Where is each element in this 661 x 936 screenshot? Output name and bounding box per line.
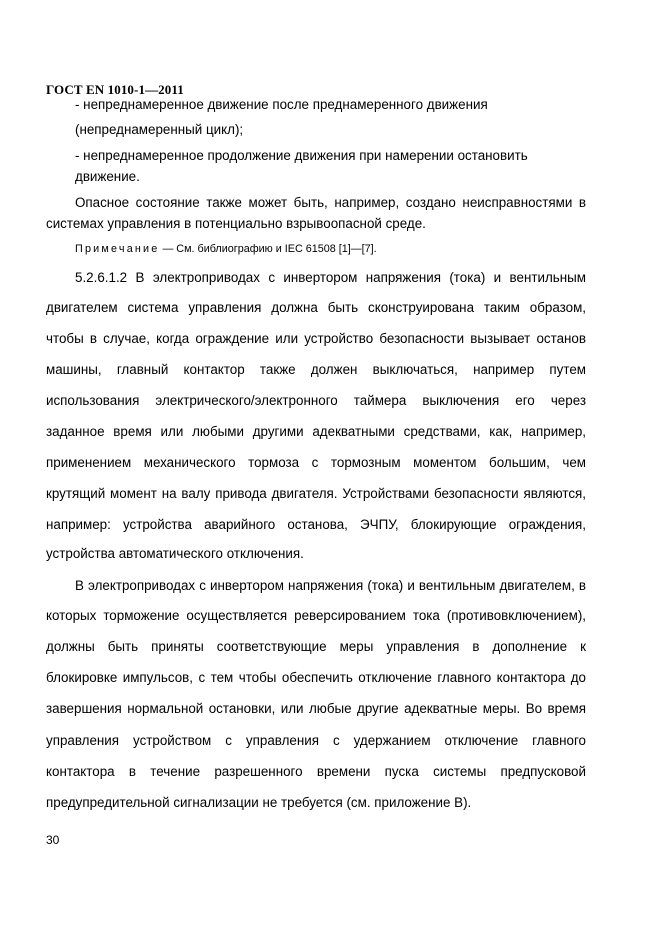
list-item: - непреднамеренное продолжение движения при намерении остановить [75, 148, 528, 163]
paragraph-line: должны быть приняты соответствующие меры управления в дополнение к [46, 639, 586, 654]
paragraph-line: крутящий момент на валу привода двигателя. Устройствами безопасности являются, [46, 486, 586, 501]
list-item: - непреднамеренное движение после преднамеренного движения [75, 97, 488, 112]
paragraph-line: контактора в течение разрешенного времени пуска системы предпусковой [46, 764, 586, 779]
document-header: ГОСТ EN 1010-1—2011 [46, 82, 184, 97]
note-text: — См. библиографию и IEC 61508 [1]—[7]. [159, 243, 377, 255]
paragraph-line: 5.2.6.1.2 В электроприводах с инвертором напряжения (тока) и вентильным [75, 270, 586, 285]
paragraph-line: которых торможение осуществляется реверсированием тока (противовключением), [46, 608, 586, 623]
paragraph-line: завершения нормальной остановки, или любые другие адекватные меры. Во время [46, 701, 586, 716]
note [75, 243, 377, 255]
paragraph-line: В электроприводах с инвертором напряжения (тока) и вентильным двигателем, в [75, 578, 586, 593]
paragraph-line: двигателем система управления должна быть сконструирована таким образом, [46, 300, 586, 315]
paragraph-line: Опасное состояние также может быть, например, создано неисправностями в [75, 195, 586, 210]
paragraph-line: блокировке импульсов, с тем чтобы обеспечить отключение главного контактора до [46, 670, 586, 685]
list-item-continuation: движение. [75, 169, 140, 184]
paragraph-line: устройства автоматического отключения. [46, 546, 304, 561]
paragraph-line: применением механического тормоза с тормозным моментом большим, чем [46, 455, 586, 470]
paragraph-line: машины, главный контактор также должен выключаться, например путем [46, 362, 586, 377]
note-label: Примечание [75, 243, 160, 255]
paragraph-line: заданное время или любыми другими адекватными средствами, как, например, [46, 424, 586, 439]
paragraph-line: управления устройством с управления с удержанием отключение главного [46, 733, 586, 748]
list-item-continuation: (непреднамеренный цикл); [75, 122, 244, 137]
page-number: 30 [46, 833, 60, 847]
paragraph-line: например: устройства аварийного останова, ЭЧПУ, блокирующие ограждения, [46, 517, 586, 532]
paragraph-line: чтобы в случае, когда ограждение или устройство безопасности вызывает останов [46, 331, 586, 346]
paragraph-line: предупредительной сигнализации не требуется (см. приложение В). [46, 795, 472, 810]
paragraph-line: системах управления в потенциально взрывоопасной среде. [46, 216, 426, 231]
paragraph-line: использования электрического/электронного таймера выключения его через [46, 393, 586, 408]
